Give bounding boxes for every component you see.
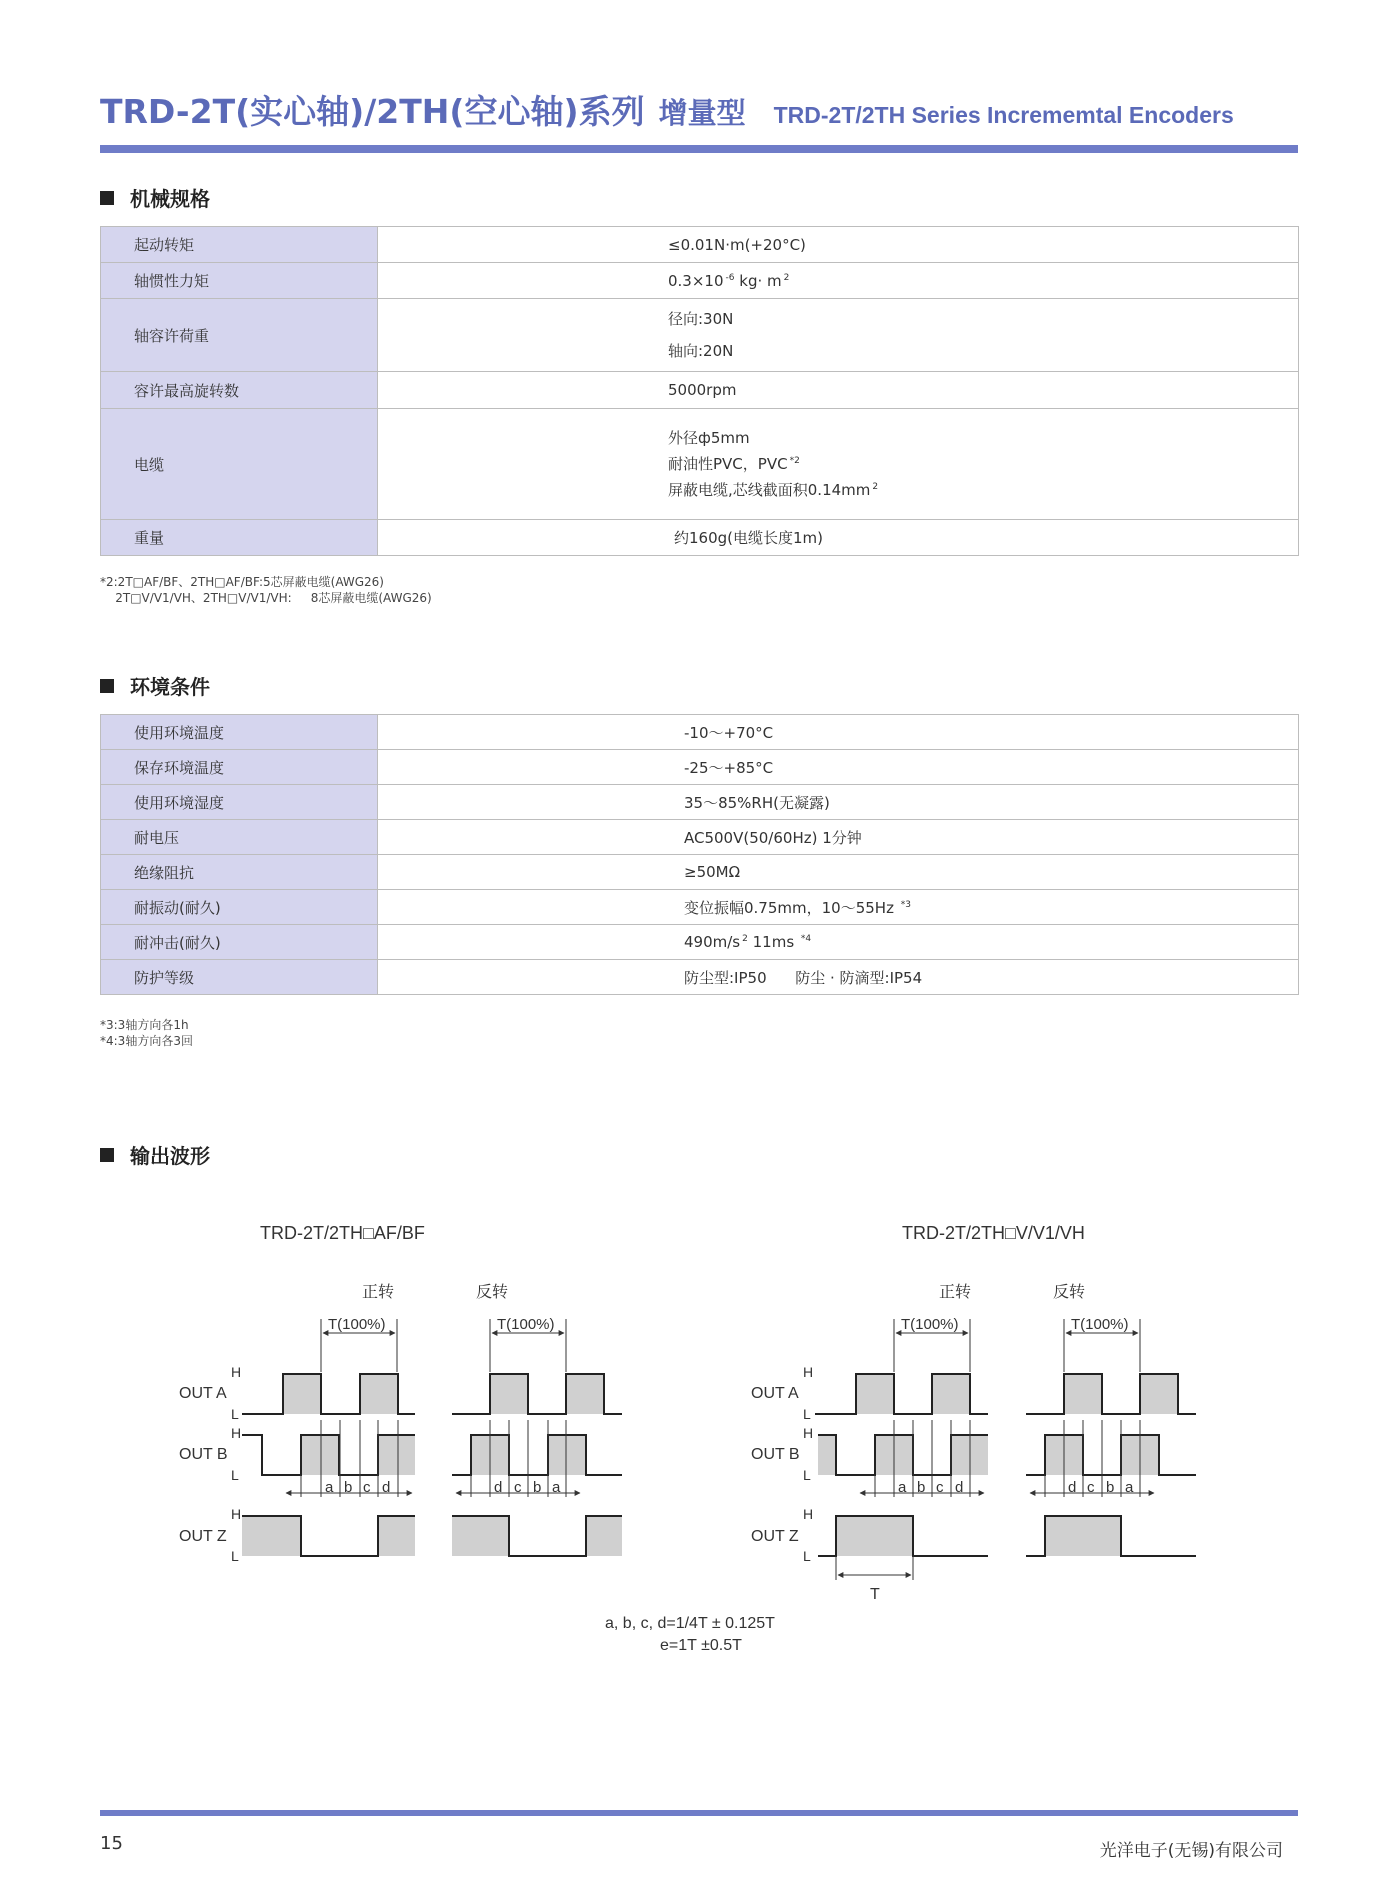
spec-label: 起动转矩: [101, 227, 378, 263]
out-a-label: OUT A: [751, 1385, 799, 1402]
z-formula: e=1T ±0.5T: [660, 1637, 742, 1654]
spec-label: 使用环境温度: [101, 715, 378, 750]
spec-label: 耐振动(耐久): [101, 890, 378, 925]
phase-label: b: [344, 1479, 353, 1496]
spec-value: 径向:30N 轴向:20N: [378, 299, 1299, 372]
period-label: T(100%): [901, 1316, 959, 1333]
high-label: H: [231, 1364, 242, 1380]
table-row: [101, 715, 1299, 750]
forward-label: 正转: [362, 1284, 395, 1301]
high-label: H: [803, 1425, 814, 1441]
period-label: T(100%): [497, 1316, 555, 1333]
phase-label: d: [494, 1479, 503, 1496]
table-row: [101, 960, 1299, 995]
table-row: [101, 890, 1299, 925]
spec-label: 电缆: [101, 409, 378, 520]
out-z-label: OUT Z: [751, 1528, 799, 1545]
phase-label: d: [1068, 1479, 1077, 1496]
phase-label: c: [514, 1479, 522, 1496]
phase-label: b: [917, 1479, 926, 1496]
high-label: H: [803, 1506, 814, 1522]
phase-label: c: [1087, 1479, 1095, 1496]
phase-label: b: [533, 1479, 542, 1496]
spec-label: 耐冲击(耐久): [101, 925, 378, 960]
out-b-label: OUT B: [179, 1446, 228, 1463]
spec-value: 变位振幅0.75mm，10～55Hz $^{*3}$: [378, 890, 1299, 925]
company-name: 光洋电子(无锡)有限公司: [1099, 1841, 1283, 1861]
z-period-label: T: [870, 1586, 880, 1603]
spec-label: 耐电压: [101, 820, 378, 855]
output-waveform-diagram: [0, 1180, 1400, 1660]
square-bullet-icon: [100, 1148, 114, 1162]
table-row: [101, 227, 1299, 263]
environment-spec-table: [100, 714, 1299, 995]
out-a-label: OUT A: [179, 1385, 227, 1402]
reverse-label: 反转: [476, 1284, 509, 1301]
spec-value: 5000rpm: [378, 372, 1299, 409]
low-label: L: [231, 1548, 239, 1564]
spec-label: 轴容许荷重: [101, 299, 378, 372]
period-label: T(100%): [328, 1316, 386, 1333]
period-label: T(100%): [1071, 1316, 1129, 1333]
table-row: [101, 520, 1299, 556]
right-forward-waves: [815, 1374, 988, 1556]
phase-label: a: [552, 1479, 561, 1496]
phase-label: a: [1125, 1479, 1134, 1496]
mechanical-spec-table: [100, 226, 1299, 556]
spec-value: 490m/s $^2$ 11ms $^{*4}$: [378, 925, 1299, 960]
spec-value: 防尘型:IP50 防尘 · 防滴型:IP54: [378, 960, 1299, 995]
low-label: L: [803, 1406, 811, 1422]
spec-value: 0.3×10 $^{-6}$ kg· m $^2$: [378, 263, 1299, 299]
high-label: H: [803, 1364, 814, 1380]
spec-value: ≥50MΩ: [378, 855, 1299, 890]
table-row: [101, 263, 1299, 299]
out-b-label: OUT B: [751, 1446, 800, 1463]
low-label: L: [803, 1548, 811, 1564]
spec-label: 重量: [101, 520, 378, 556]
waveform-heading: 输出波形: [100, 1140, 210, 1169]
low-label: L: [231, 1467, 239, 1483]
phase-label: c: [936, 1479, 944, 1496]
mechanical-footnote: *2:2T□AF/BF、2TH□AF/BF:5芯屏蔽电缆(AWG26) 2T□V/V1/VH、2TH□V/V1/VH: 8芯屏蔽电缆(AWG26): [100, 575, 432, 605]
title-english: TRD-2T/2TH Series Incrememtal Encoders: [773, 102, 1234, 128]
table-row: [101, 785, 1299, 820]
title-main: TRD-2T(实心轴)/2TH(空心轴)系列: [100, 92, 645, 131]
table-row: [101, 372, 1299, 409]
high-label: H: [231, 1506, 242, 1522]
environment-heading: 环境条件: [100, 671, 210, 700]
left-diagram-title: TRD-2T/2TH□AF/BF: [260, 1223, 425, 1243]
spec-label: 使用环境湿度: [101, 785, 378, 820]
environment-footnote: *3:3轴方向各1h *4:3轴方向各3回: [100, 1018, 193, 1048]
right-diagram-title: TRD-2T/2TH□V/V1/VH: [902, 1223, 1085, 1243]
square-bullet-icon: [100, 679, 114, 693]
table-row: [101, 820, 1299, 855]
spec-value: 外径ф5mm 耐油性PVC，PVC $^{*2}$ 屏蔽电缆,芯线截面积0.14mm $^2$: [378, 409, 1299, 520]
left-reverse-waves: [452, 1374, 622, 1556]
high-label: H: [231, 1425, 242, 1441]
phase-label: a: [325, 1479, 334, 1496]
phase-label: a: [898, 1479, 907, 1496]
right-reverse-waves: [1026, 1374, 1196, 1556]
page-title: [100, 86, 1234, 133]
out-z-label: OUT Z: [179, 1528, 227, 1545]
header-divider: [100, 145, 1298, 153]
phase-formula: a, b, c, d=1/4T ± 0.125T: [605, 1615, 775, 1632]
square-bullet-icon: [100, 191, 114, 205]
phase-label: b: [1106, 1479, 1115, 1496]
spec-value: 约160g(电缆长度1m): [378, 520, 1299, 556]
spec-value: 35～85%RH(无凝露): [378, 785, 1299, 820]
spec-label: 保存环境温度: [101, 750, 378, 785]
table-row: [101, 925, 1299, 960]
spec-value: ≤0.01N·m(+20°C): [378, 227, 1299, 263]
low-label: L: [803, 1467, 811, 1483]
reverse-label: 反转: [1053, 1284, 1086, 1301]
title-sub: 增量型: [658, 96, 746, 130]
spec-value: -25～+85°C: [378, 750, 1299, 785]
phase-label: c: [363, 1479, 371, 1496]
phase-label: d: [955, 1479, 964, 1496]
spec-label: 轴惯性力矩: [101, 263, 378, 299]
forward-label: 正转: [939, 1284, 972, 1301]
table-row: [101, 750, 1299, 785]
table-row: [101, 409, 1299, 520]
page-number: 15: [100, 1833, 123, 1854]
spec-label: 容许最高旋转数: [101, 372, 378, 409]
table-row: [101, 299, 1299, 372]
left-forward-waves: [242, 1374, 415, 1556]
mechanical-heading: 机械规格: [100, 183, 210, 212]
low-label: L: [231, 1406, 239, 1422]
phase-label: d: [382, 1479, 391, 1496]
spec-value: AC500V(50/60Hz) 1分钟: [378, 820, 1299, 855]
spec-value: -10～+70°C: [378, 715, 1299, 750]
spec-label: 绝缘阻抗: [101, 855, 378, 890]
footer-divider: [100, 1810, 1298, 1816]
table-row: [101, 855, 1299, 890]
spec-label: 防护等级: [101, 960, 378, 995]
